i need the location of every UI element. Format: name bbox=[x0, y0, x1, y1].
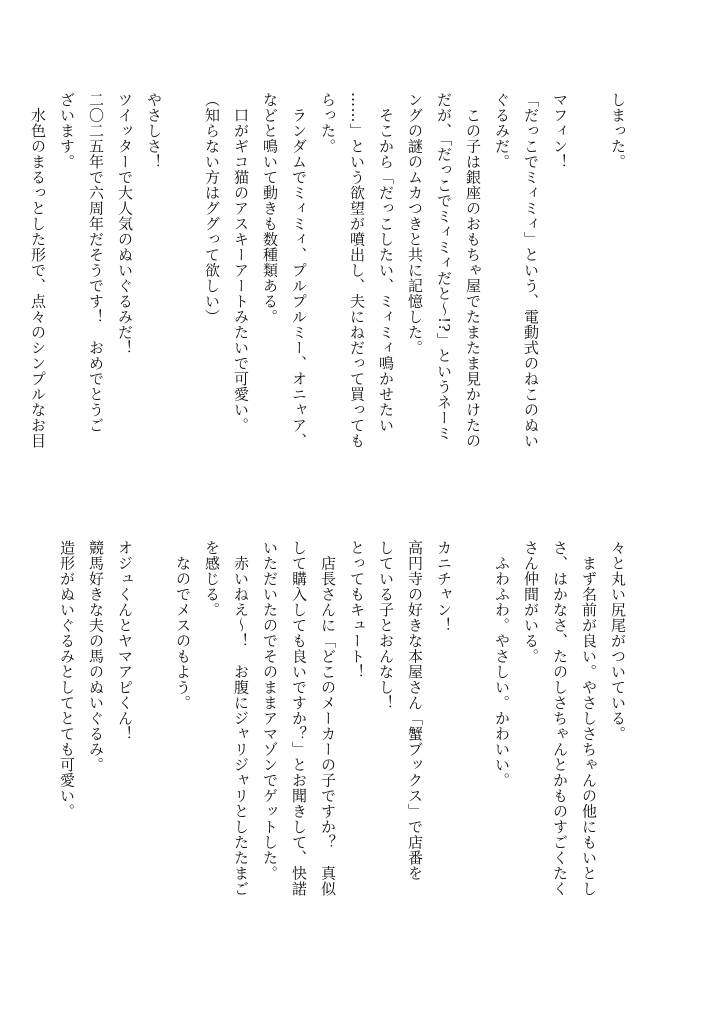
text-column: 水色のまるっとした形で、点々のシンプルなお目 bbox=[29, 92, 47, 449]
text-column: カニチャン！ bbox=[435, 540, 453, 633]
text-column bbox=[168, 92, 197, 462]
text-column: 「だっこでミィミィ」という、電動式のねこのぬい bbox=[522, 92, 540, 449]
text-column: ングの謎のムカつきと共に記憶した。 bbox=[406, 92, 424, 356]
text-column: などと鳴いて動きも数種類ある。 bbox=[261, 92, 279, 325]
text-column: ツイッターで大人気のぬいぐるみだ！ bbox=[116, 92, 134, 356]
text-column: さん仲間がいる。 bbox=[522, 540, 540, 664]
text-column: まず名前が良い。やさしさちゃんの他にもいとし bbox=[580, 540, 598, 897]
text-block-bottom bbox=[52, 540, 632, 925]
text-column: とってもキュート！ bbox=[348, 540, 366, 680]
text-block-top bbox=[23, 92, 632, 462]
text-column bbox=[574, 92, 603, 462]
text-column: 赤いねえ〜！ お腹にジャリジャリとしたたまご bbox=[232, 540, 250, 897]
text-column: している子とおんなし！ bbox=[377, 540, 395, 711]
text-column bbox=[458, 540, 487, 925]
text-column: オジュくんとヤマアピくん！ bbox=[116, 540, 134, 742]
text-column: この子は銀座のおもちゃ屋でたまたま見かけたの bbox=[464, 92, 482, 449]
text-column: しまった。 bbox=[609, 92, 627, 170]
text-column: 造形がぬいぐるみとしてとても可愛い。 bbox=[58, 540, 76, 819]
text-column: （知らない方はググって欲しい） bbox=[203, 92, 221, 325]
text-column: だが、「だっこでミィミィだと〜!?」というネーミ bbox=[435, 92, 453, 441]
text-column: 二〇二五年で六周年だそうです！ おめでとうご bbox=[87, 92, 105, 433]
text-column: らった。 bbox=[319, 92, 337, 154]
text-column: を感じる。 bbox=[203, 540, 221, 618]
text-column: そこから「だっこしたい、ミィミィ鳴かせたい bbox=[377, 92, 395, 433]
text-column: 口がギコ猫のアスキーアートみたいで可愛い。 bbox=[232, 92, 250, 433]
text-column: ぐるみだ。 bbox=[493, 92, 511, 170]
text-column: 店長さんに「どこのメーカーの子ですか？ 真似 bbox=[319, 540, 337, 897]
text-column: して購入しても良いですか？」とお聞きして、快諾 bbox=[290, 540, 308, 897]
text-column: 々と丸い尻尾がついている。 bbox=[609, 540, 627, 742]
text-column: さ、はかなさ、たのしさちゃんとかものすごくたく bbox=[551, 540, 569, 897]
text-column: いただいたのでそのままアマゾンでゲットした。 bbox=[261, 540, 279, 881]
text-column: ランダムでミィミィ、プルプルミー、オニャア、 bbox=[290, 92, 308, 449]
text-column: ……」という欲望が噴出し、夫にねだって買っても bbox=[348, 92, 366, 449]
text-column: マフィン！ bbox=[551, 92, 569, 170]
text-column: ざいます。 bbox=[58, 92, 76, 170]
text-column: ふわふわ。やさしい。かわいい。 bbox=[493, 540, 511, 788]
text-column: やさしさ！ bbox=[145, 92, 163, 170]
text-column: 高円寺の好きな本屋さん「蟹ブックス」で店番を bbox=[406, 540, 424, 881]
text-column: 競馬好きな夫の馬のぬいぐるみ。 bbox=[87, 540, 105, 773]
text-column: なのでメスのもよう。 bbox=[174, 540, 192, 711]
text-column bbox=[139, 540, 168, 925]
